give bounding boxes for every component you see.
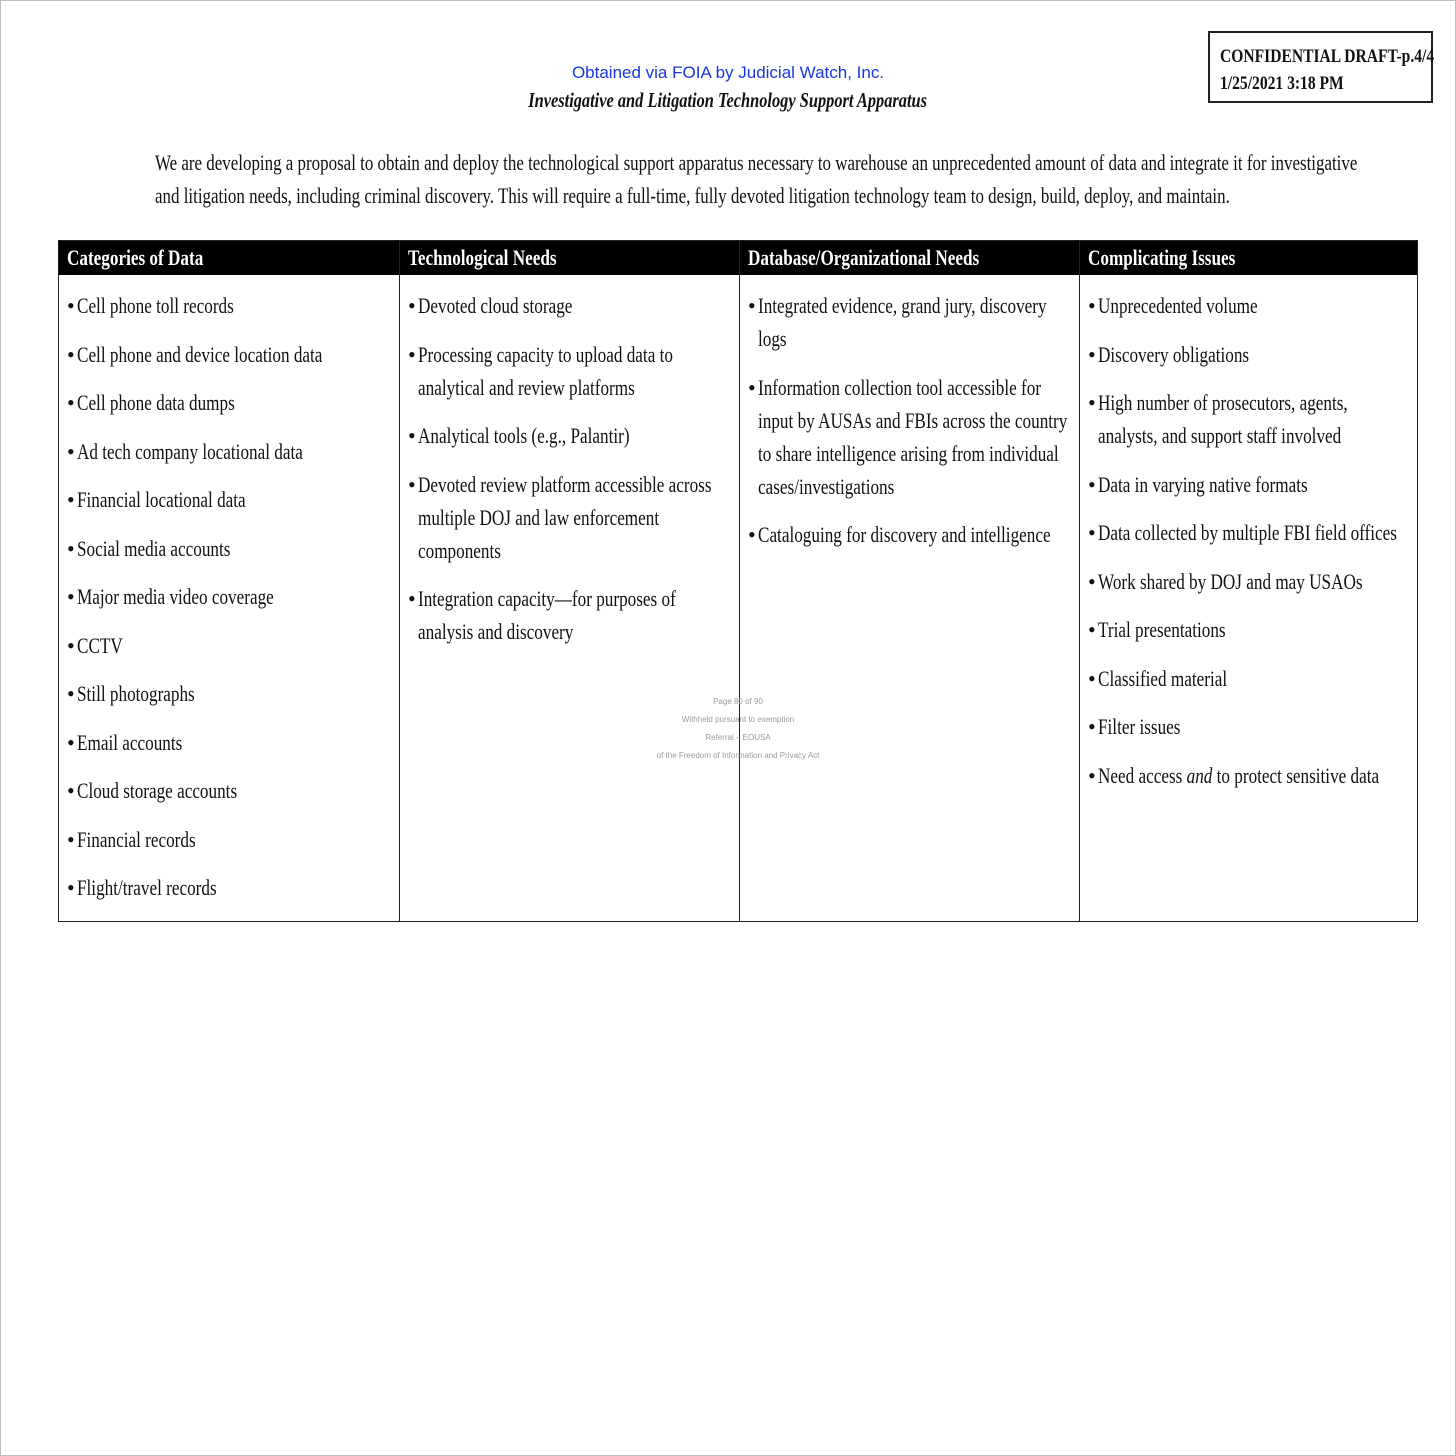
bullet-icon: •	[408, 471, 416, 497]
column-heading: Database/Organizational Needs	[748, 245, 980, 270]
watermark-line: Withheld pursuant to exemption	[681, 715, 795, 724]
list-item-text: Classified material	[1098, 665, 1228, 691]
list-item	[408, 468, 731, 567]
bullet-icon: •	[67, 875, 75, 900]
list-item	[1088, 468, 1409, 501]
list-item	[1088, 338, 1409, 371]
list-item-text: Trial presentations	[1098, 617, 1226, 642]
bullet-icon: •	[1088, 341, 1096, 367]
list-item-text: Data in varying native formats	[1098, 471, 1308, 497]
list-item	[67, 580, 391, 613]
foia-notice: Obtained via FOIA by Judicial Watch, Inc.	[571, 63, 885, 82]
list-item-text: Filter issues	[1098, 714, 1181, 739]
list-item-text: Cell phone data dumps	[77, 390, 235, 415]
list-item	[1088, 565, 1409, 598]
list-item	[1088, 662, 1409, 695]
column-database-organizational-needs	[739, 241, 1079, 921]
list-item-text: Information collection tool accessible for input by AUSAs and FBIs across the country to share intelligence arising from individual cases/investigations	[758, 374, 1068, 499]
list-item	[67, 483, 391, 516]
bullet-icon: •	[67, 632, 75, 658]
list-item	[408, 289, 731, 322]
column-heading: Categories of Data	[67, 245, 204, 270]
list-item-text: Work shared by DOJ and may USAOs	[1098, 568, 1363, 594]
watermark-line: Page 80 of 90	[713, 697, 763, 706]
list-item	[1088, 759, 1409, 792]
bullet-icon: •	[1088, 471, 1096, 497]
exemption-watermark	[638, 693, 838, 765]
list-item-text: Still photographs	[77, 681, 195, 706]
column-item-list	[740, 275, 1079, 551]
bullet-icon: •	[748, 522, 756, 547]
list-item-text: Email accounts	[77, 729, 183, 755]
bullet-icon: •	[67, 826, 75, 852]
bullet-icon: •	[1088, 390, 1096, 415]
list-item-text: Ad tech company locational data	[77, 438, 303, 464]
bullet-icon: •	[408, 293, 416, 318]
document-title	[0, 88, 1456, 113]
list-item-text: Processing capacity to upload data to analytical and review platforms	[418, 341, 673, 400]
list-item	[67, 774, 391, 807]
bullet-icon: •	[67, 293, 75, 318]
list-item-text: Financial locational data	[77, 487, 246, 512]
document-title-text: Investigative and Litigation Technology Support Apparatus	[528, 88, 928, 112]
list-item	[67, 677, 391, 710]
column-technological-needs	[399, 241, 739, 921]
list-item-text: Integration capacity—for purposes of analysis and discovery	[418, 586, 676, 644]
list-item	[1088, 289, 1409, 322]
list-item-text: Cloud storage accounts	[77, 778, 238, 803]
list-item	[748, 371, 1071, 503]
column-heading: Technological Needs	[408, 245, 557, 270]
list-item	[1088, 710, 1409, 743]
list-item-text: Unprecedented volume	[1098, 293, 1258, 318]
list-item	[408, 338, 731, 404]
bullet-icon: •	[67, 584, 75, 609]
list-item	[1088, 516, 1409, 549]
list-item-text: Data collected by multiple FBI field offices	[1098, 520, 1397, 545]
bullet-icon: •	[67, 681, 75, 706]
list-item-text: Integrated evidence, grand jury, discovery logs	[758, 293, 1047, 351]
list-item	[748, 289, 1071, 355]
list-item	[67, 435, 391, 468]
list-item	[67, 532, 391, 565]
bullet-icon: •	[1088, 568, 1096, 594]
bullet-icon: •	[748, 374, 756, 400]
bullet-icon: •	[67, 487, 75, 512]
bullet-icon: •	[408, 423, 416, 448]
stamp-timestamp: 1/25/2021 3:18 PM	[1220, 73, 1344, 94]
list-item-text: Cataloguing for discovery and intelligence	[758, 522, 1051, 547]
bullet-icon: •	[1088, 714, 1096, 739]
bullet-icon: •	[1088, 617, 1096, 642]
intro-line: We are developing a proposal to obtain and deploy the technological support apparatus necessary to warehouse an unprecedented amount of data and integrate it for investigative	[155, 150, 1358, 175]
list-item	[67, 629, 391, 662]
list-item	[67, 338, 391, 371]
stamp-label: CONFIDENTIAL DRAFT-p.4/4	[1220, 46, 1435, 67]
intro-line: and litigation needs, including criminal discovery. This will require a full-time, fully devoted litigation technology team to design, build, deploy, and maintain.	[155, 183, 1230, 208]
bullet-icon: •	[1088, 762, 1096, 788]
bullet-icon: •	[1088, 520, 1096, 545]
watermark-line: of the Freedom of Information and Privacy Act	[656, 751, 820, 760]
list-item-text: Need access and to protect sensitive data	[1098, 762, 1380, 788]
bullet-icon: •	[67, 778, 75, 803]
list-item	[67, 726, 391, 759]
column-item-list	[1080, 275, 1417, 792]
list-item-text: Major media video coverage	[77, 584, 274, 609]
bullet-icon: •	[408, 341, 416, 367]
list-item-text: Discovery obligations	[1098, 341, 1250, 367]
list-item-text: Financial records	[77, 826, 196, 852]
column-categories-of-data	[59, 241, 399, 921]
list-item	[67, 386, 391, 419]
list-item-text: Flight/travel records	[77, 875, 217, 900]
bullet-icon: •	[1088, 293, 1096, 318]
list-item	[748, 518, 1071, 551]
bullet-icon: •	[67, 390, 75, 415]
column-item-list	[400, 275, 739, 648]
list-item	[67, 823, 391, 856]
bullet-icon: •	[67, 341, 75, 367]
list-item-text: Cell phone and device location data	[77, 341, 323, 367]
bullet-icon: •	[748, 293, 756, 318]
column-heading: Complicating Issues	[1088, 245, 1236, 270]
bullet-icon: •	[1088, 665, 1096, 691]
list-item-text: High number of prosecutors, agents, analysts, and support staff involved	[1098, 390, 1348, 448]
list-item-text: CCTV	[77, 632, 123, 658]
intro-paragraph	[155, 146, 1358, 212]
bullet-icon: •	[408, 586, 416, 611]
list-item	[1088, 613, 1409, 646]
column-complicating-issues	[1079, 241, 1417, 921]
list-item	[67, 871, 391, 904]
bullet-icon: •	[67, 729, 75, 755]
list-item	[1088, 386, 1409, 452]
list-item-text: Devoted cloud storage	[418, 293, 573, 318]
bullet-icon: •	[67, 535, 75, 561]
list-item-text: Social media accounts	[77, 535, 231, 561]
column-item-list	[59, 275, 399, 904]
list-item	[408, 419, 731, 452]
watermark-line: Referral – EOUSA	[705, 733, 771, 742]
list-item-text: Cell phone toll records	[77, 293, 234, 318]
list-item-text: Devoted review platform accessible across multiple DOJ and law enforcement components	[418, 471, 712, 563]
bullet-icon: •	[67, 438, 75, 464]
list-item-text: Analytical tools (e.g., Palantir)	[418, 423, 630, 448]
list-item	[67, 289, 391, 322]
needs-table	[58, 240, 1418, 922]
list-item	[408, 582, 731, 648]
